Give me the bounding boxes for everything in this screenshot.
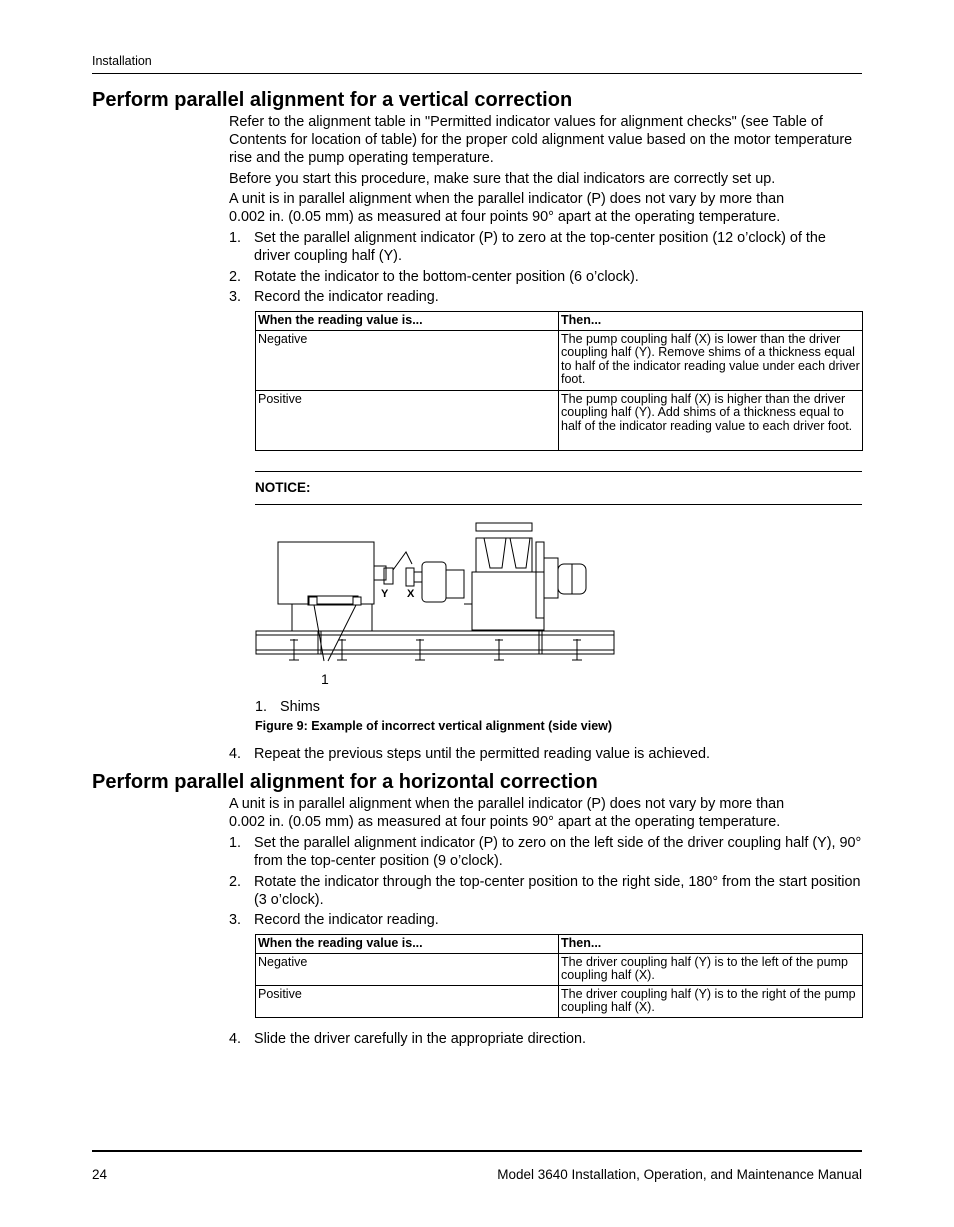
step-number: 2. (229, 874, 242, 890)
header-rule (92, 73, 862, 74)
list-item-step-4 (229, 745, 865, 763)
figure-label-x: X (407, 588, 415, 600)
table-cell: The pump coupling half (X) is higher than the driver coupling half (Y). Add shims of a thickness equal to half of the indicator reading value to each driver foot. (559, 390, 863, 450)
driver-motor (278, 542, 374, 604)
paragraph-horizontal-intro: A unit is in parallel alignment when the parallel indicator (P) does not vary by more than 0.002 in. (0.05 mm) as measured at four points 90° apart at the operating temperature. (229, 796, 785, 830)
step-number: 1. (229, 230, 242, 246)
section-heading-vertical: Perform parallel alignment for a vertical correction (92, 89, 573, 111)
step-text: Set the parallel alignment indicator (P) to zero at the top-center position (12 o’clock) of the driver coupling half (Y). (254, 230, 826, 264)
column-header-reading: When the reading value is... (256, 312, 559, 331)
legend-number: 1. (255, 699, 268, 715)
dial-indicator-arm (393, 552, 412, 570)
list-item-step-4 (229, 1030, 865, 1048)
figure-legend (255, 699, 320, 715)
figure-callout-1: 1 (321, 671, 329, 687)
notice-label: NOTICE: (255, 480, 311, 495)
table-row (256, 953, 863, 985)
figure-label-y: Y (381, 588, 389, 600)
table-cell: The driver coupling half (Y) is to the right of the pump coupling half (X). (559, 985, 863, 1017)
step-text: Rotate the indicator through the top-center position to the right side, 180° from the start position (3 o’clock). (254, 874, 861, 908)
table-cell: Positive (256, 390, 559, 450)
step-text: Record the indicator reading. (254, 289, 439, 305)
table-row (256, 985, 863, 1017)
step-number: 2. (229, 269, 242, 285)
table-cell: Negative (256, 330, 559, 390)
step-number: 3. (229, 289, 242, 305)
alignment-figure (254, 518, 618, 692)
legend-text: Shims (280, 699, 320, 715)
paragraph-intro-definition: A unit is in parallel alignment when the parallel indicator (P) does not vary by more than 0.002 in. (0.05 mm) as measured at four points 90° apart at the operating temperature. (229, 191, 785, 225)
column-header-then: Then... (559, 935, 863, 954)
notice-rule-bottom (255, 504, 862, 505)
manual-title: Model 3640 Installation, Operation, and Maintenance Manual (497, 1167, 862, 1182)
table-header-row (256, 312, 863, 331)
driver-coupling-half (384, 568, 393, 584)
table-cell: The pump coupling half (X) is lower than the driver coupling half (Y). Remove shims of a thickness equal to half of the indicator reading value under each driver foot. (559, 330, 863, 390)
pump-shaft (414, 572, 422, 582)
section-heading-horizontal: Perform parallel alignment for a horizontal correction (92, 771, 598, 793)
pump-coupling-half (406, 568, 414, 586)
end-flange (536, 542, 544, 618)
shim (309, 597, 317, 605)
list-item-step-3 (229, 288, 865, 306)
table-row (256, 390, 863, 450)
running-header: Installation (92, 54, 152, 68)
discharge-nozzle (484, 538, 506, 568)
step-text: Rotate the indicator to the bottom-center position (6 o’clock). (254, 269, 639, 285)
pump-casing (472, 572, 544, 630)
driver-pedestal (292, 604, 372, 631)
column-header-reading: When the reading value is... (256, 935, 559, 954)
shim (353, 597, 361, 605)
list-item-step-1 (229, 229, 865, 265)
list-item-step-2 (229, 268, 865, 286)
step-number: 1. (229, 835, 242, 851)
step-text: Set the parallel alignment indicator (P) to zero on the left side of the driver coupling half (Y), 90° from the top-center position (9 o’clock). (254, 835, 862, 869)
step-number: 4. (229, 746, 242, 762)
top-flange (476, 523, 532, 531)
step-number: 4. (229, 1031, 242, 1047)
column-header-then: Then... (559, 312, 863, 331)
table-row (256, 330, 863, 390)
step-number: 3. (229, 912, 242, 928)
figure-caption: Figure 9: Example of incorrect vertical alignment (side view) (255, 719, 613, 733)
horizontal-reading-table (255, 934, 863, 1018)
step-text: Slide the driver carefully in the appropriate direction. (254, 1031, 586, 1047)
callout-leader (314, 605, 324, 661)
list-item-step-3 (229, 911, 865, 929)
table-cell: The driver coupling half (Y) is to the left of the pump coupling half (X). (559, 953, 863, 985)
table-cell: Negative (256, 953, 559, 985)
bearing-frame (422, 562, 446, 602)
paragraph-intro-setup: Before you start this procedure, make sure that the dial indicators are correctly set up. (229, 171, 776, 187)
notice-rule-top (255, 471, 862, 472)
footer-rule (92, 1150, 862, 1152)
step-text: Record the indicator reading. (254, 912, 439, 928)
step-text: Repeat the previous steps until the permitted reading value is achieved. (254, 746, 710, 762)
end-cover (544, 558, 558, 598)
suction-nozzle (510, 538, 530, 568)
paragraph-intro-reference: Refer to the alignment table in "Permitted indicator values for alignment checks" (see Table of Contents for location of table) for the proper cold alignment value based on the motor temperature rise and the pump operating temperature. (229, 114, 853, 166)
baseplate (256, 631, 614, 654)
bearing-housing (446, 570, 464, 598)
list-item-step-1 (229, 834, 865, 870)
page-number: 24 (92, 1167, 108, 1182)
table-cell: Positive (256, 985, 559, 1017)
list-item-step-2 (229, 873, 865, 909)
vertical-reading-table (255, 311, 863, 451)
table-header-row (256, 935, 863, 954)
